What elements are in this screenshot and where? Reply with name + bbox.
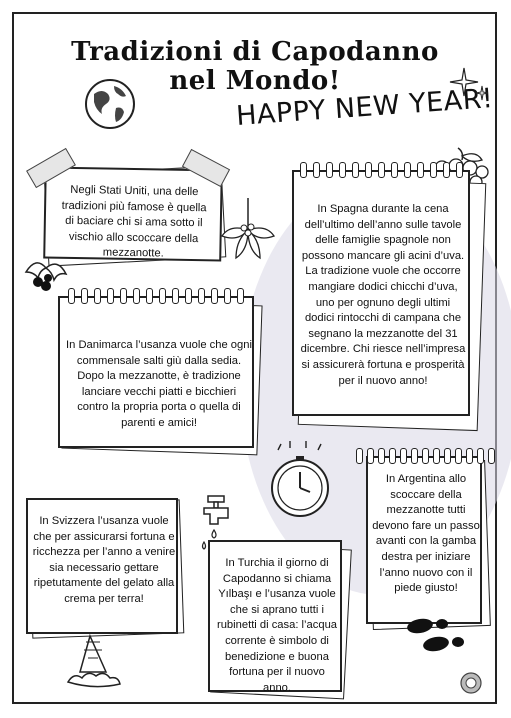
binder-rings [300,162,463,178]
card-danimarca [58,296,254,448]
footprints-icon [402,612,472,656]
card-usa-text: Negli Stati Uniti, una delle tradizioni più famose è quella di baciare chi si ama sotto il vischio allo scoccare della mezzanotte. [61,183,207,260]
card-argentina [366,456,482,624]
globe-icon [84,78,136,130]
holly-icon [22,254,68,294]
binder-rings [356,448,495,464]
card-turchia-text: In Turchia il giorno di Capodanno si chiama Yılbaşı e l’usanza vuole che si aprano tutti i rubinetti di casa: l’acqua corrente è simbolo di benedizione e buona fortuna per il nuovo anno. [216,557,338,694]
card-argentina-text: In Argentina allo scoccare della mezzanotte tutti devono fare un passo avanti con la gamba destra per iniziare l’anno nuovo con il piede giusto! [372,473,480,595]
card-spagna [292,170,470,416]
sparkle-icon [450,66,490,106]
clock-icon [268,446,338,528]
card-danimarca-text: In Danimarca l’usanza vuole che ogni commensale salti giù dalla sedia. Dopo la mezzanotte, è tradizione lanciare vecchi piatti e bicchieri contro la propria porta o quella di parenti e amici! [66,339,252,429]
card-svizzera [26,498,178,634]
logo-badge [460,672,482,694]
ice-cream-icon [66,632,122,692]
card-spagna-text: In Spagna durante la cena dell’ultimo dell’anno sulle tavole delle famiglie spagnole non possono mancare gli acini d’uva. La tradizione vuole che occorre mangiare dodici chicchi d’uva, uno per ognuno degli ultimi dodici rintocchi di campana che segnano la mezzanotte del 31 dicembre. Chi riesce nell’impresa si assicurerà fortuna e prosperità per il nuovo anno! [300,203,466,387]
mistletoe-icon [218,196,278,262]
card-turchia [208,540,342,692]
title-line-2: nel Mondo! [169,66,341,96]
title-line-1: Tradizioni di Capodanno [71,37,439,67]
card-usa [43,166,223,261]
happy-new-year-lettering: HAPPY NEW YEAR! [235,83,495,132]
card-svizzera-text: In Svizzera l’usanza vuole che per assicurarsi fortuna e ricchezza per l’anno a venire sia necessario gettare ripetutamente del gelato alla crema per terra! [32,515,176,605]
binder-rings [68,288,244,304]
